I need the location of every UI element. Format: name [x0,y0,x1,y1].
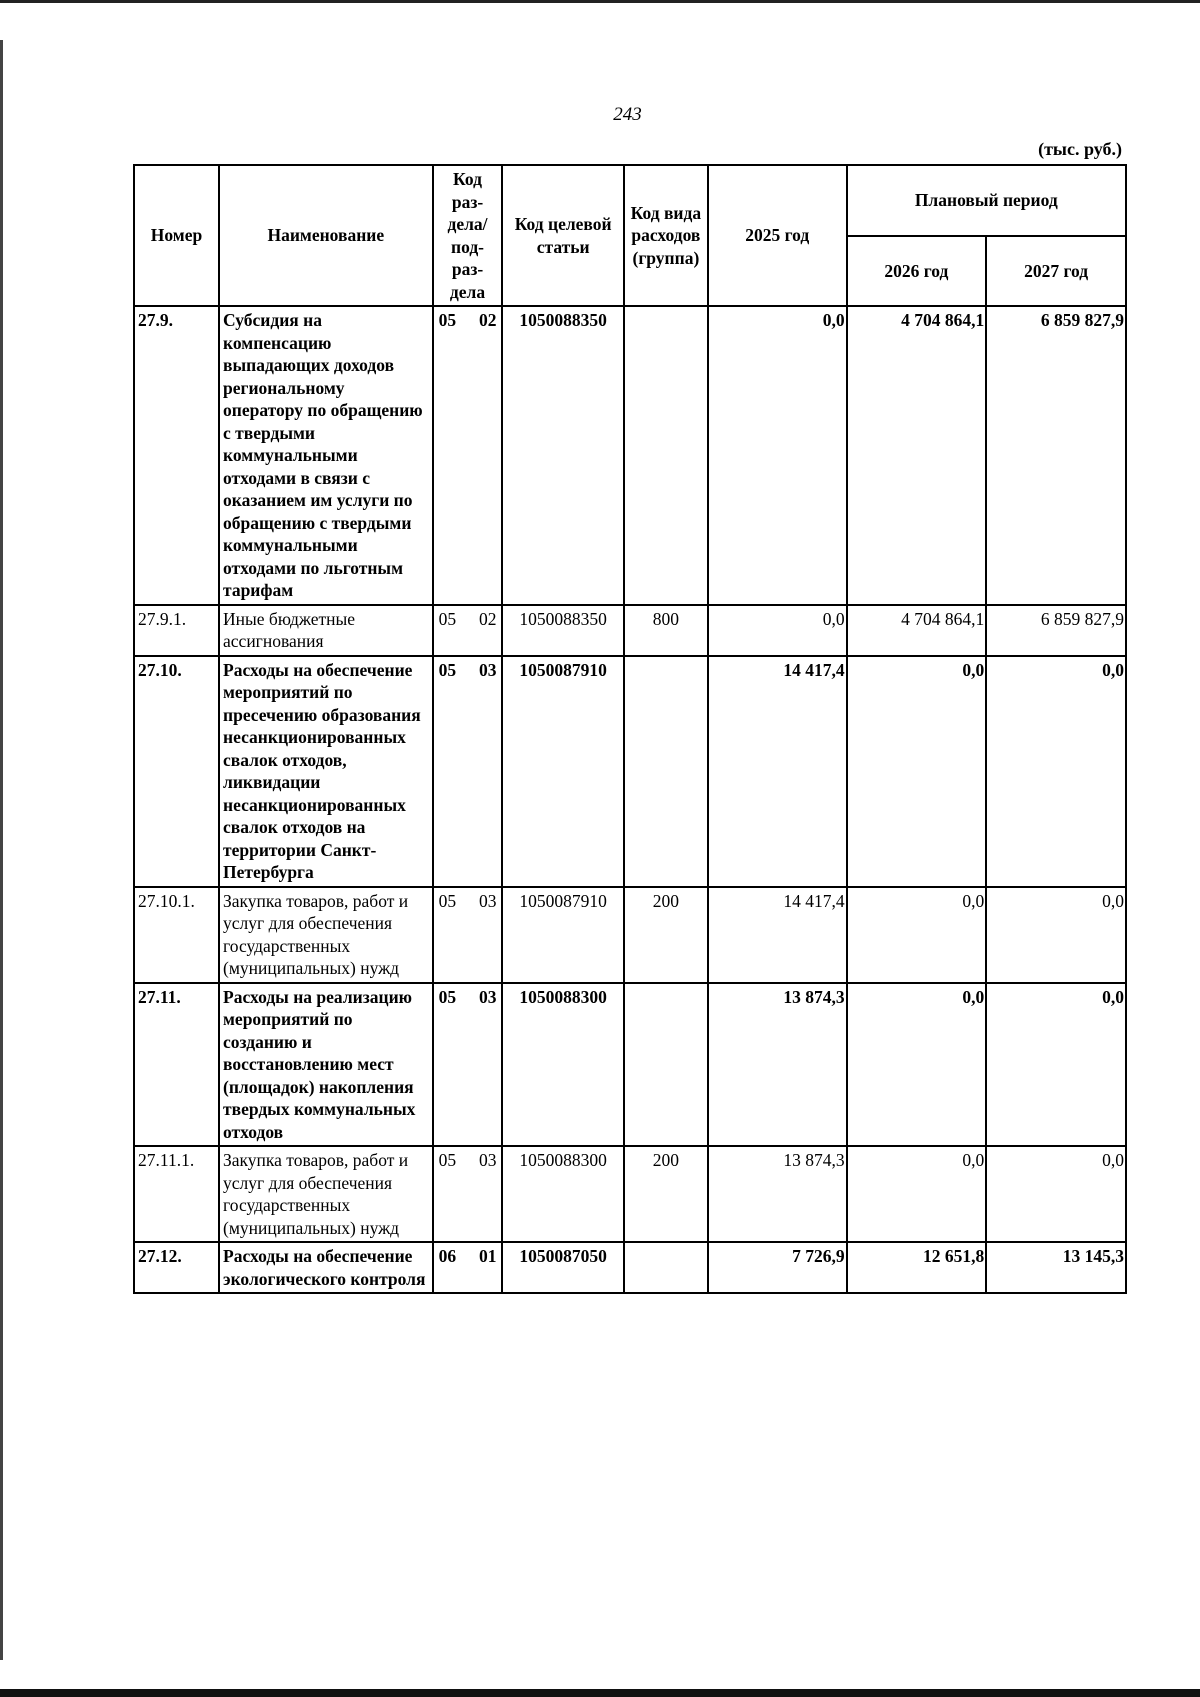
scan-edge-top [0,0,1200,3]
row-expense-type [624,656,708,887]
table-header [134,165,1126,306]
section-code-pair [437,1245,499,1268]
row-target-code: 1050088350 [502,306,623,605]
row-target-code: 1050087910 [502,656,623,887]
header-name: Наименование [219,165,433,306]
row-number: 27.11. [134,983,219,1147]
row-section-code [433,887,503,983]
row-expense-type: 200 [624,887,708,983]
row-2026: 12 651,8 [847,1242,987,1293]
section-code: 05 [438,659,457,680]
row-expense-type: 200 [624,1146,708,1242]
row-number: 27.9.1. [134,605,219,656]
section-code: 05 [438,986,457,1007]
row-expense-type [624,306,708,605]
subsection-code: 03 [478,986,497,1007]
header-number: Номер [134,165,219,306]
row-name: Иные бюджетные ассигнования [219,605,433,656]
row-name: Расходы на реализацию мероприятий по созданию и восстановлению мест (площадок) накопления твердых коммунальных отходов [219,983,433,1147]
table-row [134,306,1126,605]
row-number: 27.11.1. [134,1146,219,1242]
subsection-code: 03 [478,890,497,911]
subsection-code: 01 [478,1246,497,1266]
row-2026: 0,0 [847,983,987,1147]
row-number: 27.9. [134,306,219,605]
table-row [134,1146,1126,1242]
row-target-code: 1050088350 [502,605,623,656]
header-section-code: Код раз-дела/ под-раз-дела [433,165,503,306]
row-target-code: 1050087050 [502,1242,623,1293]
row-2027: 6 859 827,9 [986,605,1126,656]
row-expense-type [624,983,708,1147]
row-target-code: 1050088300 [502,1146,623,1242]
section-code: 05 [438,310,457,330]
row-name: Расходы на обеспечение мероприятий по пресечению образования несанкционированных свалок отходов, ликвидации несанкционированных свалок отходов на территории Санкт-Петербурга [219,656,433,887]
section-code-pair [437,986,499,1009]
table-row [134,656,1126,887]
section-code-pair [437,309,499,332]
section-code: 06 [438,1246,457,1266]
row-2027: 13 145,3 [986,1242,1126,1293]
row-name: Закупка товаров, работ и услуг для обеспечения государственных (муниципальных) нужд [219,887,433,983]
row-2025: 0,0 [708,605,847,656]
page-number: 243 [613,104,642,125]
row-2027: 0,0 [986,983,1126,1147]
row-2025: 13 874,3 [708,983,847,1147]
table-row [134,1242,1126,1293]
row-2026: 4 704 864,1 [847,306,987,605]
row-name: Субсидия на компенсацию выпадающих доходов региональному оператору по обращению с твердыми коммунальными отходами в связи с оказанием им услуги по обращению с твердыми коммунальными отходами по льготным тарифам [219,306,433,605]
header-2027: 2027 год [986,236,1126,307]
budget-table [133,164,1127,1294]
row-2025: 0,0 [708,306,847,605]
row-2025: 7 726,9 [708,1242,847,1293]
header-planned-period: Плановый период [847,165,1126,236]
row-target-code: 1050088300 [502,983,623,1147]
row-2025: 14 417,4 [708,656,847,887]
row-expense-type [624,1242,708,1293]
section-code-pair [437,659,499,682]
table-body [134,306,1126,1293]
row-2026: 0,0 [847,1146,987,1242]
row-2027: 0,0 [986,887,1126,983]
section-code: 05 [438,608,457,629]
row-2027: 0,0 [986,1146,1126,1242]
section-code: 05 [438,890,457,911]
row-2027: 6 859 827,9 [986,306,1126,605]
row-2026: 0,0 [847,656,987,887]
table-row [134,983,1126,1147]
subsection-code: 02 [478,310,497,330]
scan-edge-left [0,40,3,1660]
scan-edge-bottom [0,1689,1200,1697]
row-number: 27.10.1. [134,887,219,983]
section-code: 05 [438,1150,457,1170]
section-code-pair [437,1149,499,1172]
row-2025: 14 417,4 [708,887,847,983]
row-2027: 0,0 [986,656,1126,887]
subsection-code: 02 [478,608,497,629]
row-2026: 4 704 864,1 [847,605,987,656]
section-code-pair [437,608,499,631]
row-number: 27.12. [134,1242,219,1293]
row-section-code [433,1242,503,1293]
row-section-code [433,983,503,1147]
units-label: (тыс. руб.) [1038,139,1122,159]
row-section-code [433,1146,503,1242]
row-expense-type: 800 [624,605,708,656]
section-code-pair [437,890,499,913]
table-row [134,887,1126,983]
header-target-code: Код целевой статьи [502,165,623,306]
row-section-code [433,306,503,605]
header-expense-type: Код вида расходов (группа) [624,165,708,306]
subsection-code: 03 [478,659,497,680]
header-2025: 2025 год [708,165,847,306]
row-2026: 0,0 [847,887,987,983]
row-2025: 13 874,3 [708,1146,847,1242]
row-target-code: 1050087910 [502,887,623,983]
row-name: Закупка товаров, работ и услуг для обеспечения государственных (муниципальных) нужд [219,1146,433,1242]
header-2026: 2026 год [847,236,987,307]
row-number: 27.10. [134,656,219,887]
row-section-code [433,605,503,656]
row-section-code [433,656,503,887]
row-name: Расходы на обеспечение экологического контроля [219,1242,433,1293]
subsection-code: 03 [478,1150,497,1170]
table-row [134,605,1126,656]
